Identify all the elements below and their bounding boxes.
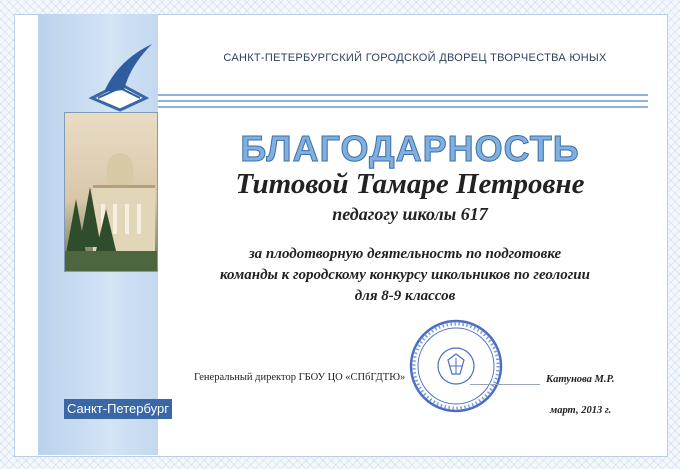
signature-label: Генеральный директор ГБОУ ЦО «СПбГДТЮ» xyxy=(194,372,406,383)
reason-line: для 8-9 классов xyxy=(354,288,456,304)
recipient-name: Титовой Тамаре Петровне xyxy=(235,168,585,200)
reason-line: команды к городскому конкурсу школьников по геологии xyxy=(220,267,590,283)
decorative-stripes xyxy=(158,94,648,114)
signature-line xyxy=(470,384,540,385)
page-title: БЛАГОДАРНОСТЬ xyxy=(240,128,580,169)
award-reason xyxy=(175,244,635,307)
palace-logo-icon xyxy=(84,40,156,112)
palace-photo xyxy=(64,112,158,272)
organization-name: САНКТ-ПЕТЕРБУРГСКИЙ ГОРОДСКОЙ ДВОРЕЦ ТВОРЧЕСТВА ЮНЫХ xyxy=(223,52,607,64)
official-stamp-icon xyxy=(408,318,504,414)
signatory-name: Катунова М.Р. xyxy=(546,374,615,385)
reason-line: за плодотворную деятельность по подготовке xyxy=(248,246,562,262)
city-badge: Санкт-Петербург xyxy=(64,399,172,419)
issue-date: март, 2013 г. xyxy=(550,405,612,416)
recipient-position: педагогу школы 617 xyxy=(332,204,488,224)
